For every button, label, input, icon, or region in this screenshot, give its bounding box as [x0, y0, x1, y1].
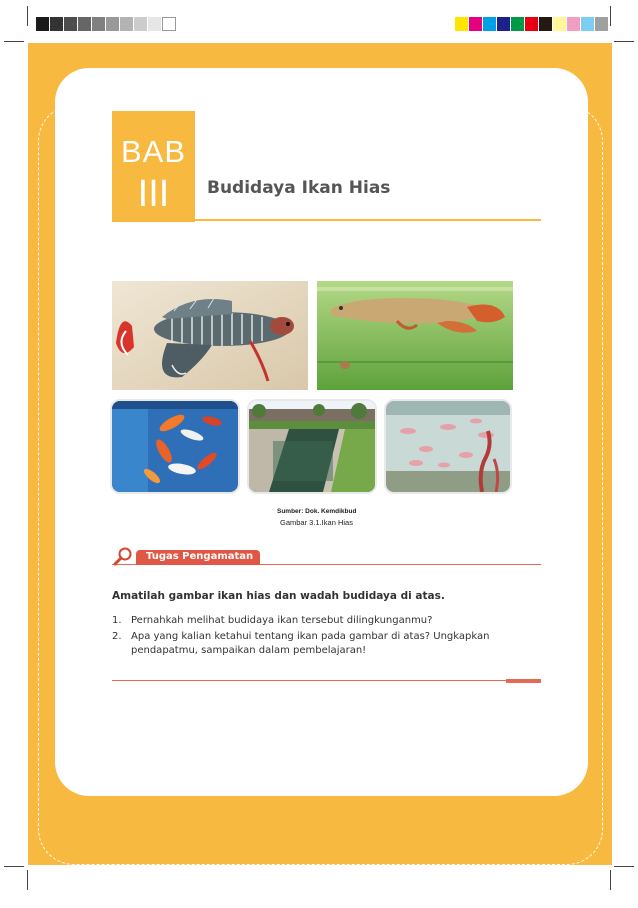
figure-caption: Gambar 3.1.Ikan Hias	[280, 518, 353, 527]
task-label: Tugas Pengamatan	[146, 551, 254, 562]
koi-tank-photo	[110, 399, 240, 494]
crop-mark	[614, 41, 634, 42]
question-text: Apa yang kalian ketahui tentang ikan pada gambar di atas? Ungkapkan pendapatmu, sampaikan dalam pembelajaran!	[131, 631, 490, 656]
color-bar	[455, 17, 609, 31]
section-end-mark	[506, 679, 541, 683]
grayscale-bar	[36, 17, 176, 31]
task-instruction: Amatilah gambar ikan hias dan wadah budidaya di atas.	[112, 590, 445, 602]
crop-mark	[27, 6, 28, 26]
chapter-title: Budidaya Ikan Hias	[207, 178, 391, 198]
figure-source: Sumber: Dok. Kemdikbud	[277, 508, 357, 515]
question-number: 2.	[112, 631, 122, 642]
title-underline	[195, 219, 541, 221]
crop-mark	[4, 41, 24, 42]
crop-mark	[610, 870, 611, 890]
chapter-tab	[112, 111, 195, 222]
crop-mark	[610, 6, 611, 26]
crop-mark	[4, 866, 24, 867]
crop-mark	[27, 870, 28, 890]
chapter-label: BAB	[120, 134, 187, 169]
fish-pond-photo	[247, 399, 377, 494]
section-end-rule	[112, 680, 541, 681]
betta-fish-photo	[112, 281, 308, 390]
chapter-number: III	[137, 173, 170, 215]
arowana-fish-photo	[317, 281, 513, 390]
question-text: Pernahkah melihat budidaya ikan tersebut dilingkunganmu?	[131, 615, 433, 626]
crop-mark	[614, 866, 634, 867]
magnifier-icon	[113, 546, 133, 566]
aquarium-fish-photo	[384, 399, 512, 494]
question-item	[112, 614, 542, 628]
question-item	[112, 630, 542, 658]
question-number: 1.	[112, 615, 122, 626]
